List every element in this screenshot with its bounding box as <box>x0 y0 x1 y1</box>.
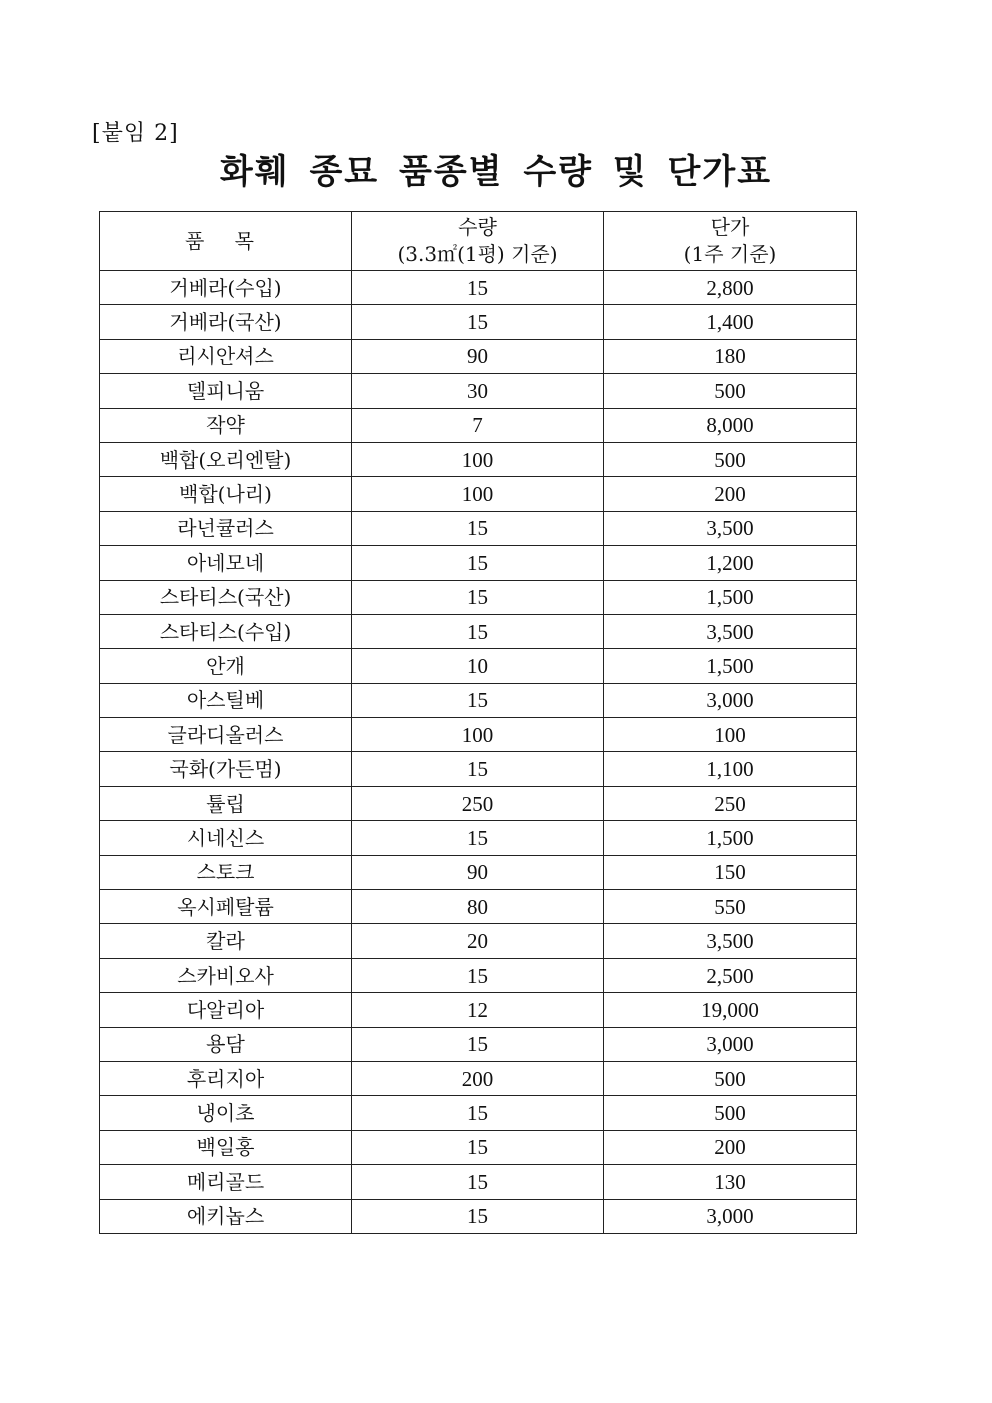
price-table <box>99 211 857 1234</box>
table-row <box>100 271 857 305</box>
item-cell: 용담 <box>100 1027 352 1061</box>
table-row <box>100 546 857 580</box>
header-item <box>100 212 352 271</box>
quantity-cell: 20 <box>352 924 604 958</box>
price-cell: 8,000 <box>604 408 857 442</box>
table-row <box>100 786 857 820</box>
price-cell: 150 <box>604 855 857 889</box>
price-cell: 1,500 <box>604 821 857 855</box>
item-cell: 글라디올러스 <box>100 718 352 752</box>
item-cell: 국화(가든멈) <box>100 752 352 786</box>
price-cell: 130 <box>604 1165 857 1199</box>
price-cell: 500 <box>604 442 857 476</box>
quantity-cell: 15 <box>352 1165 604 1199</box>
item-cell: 시네신스 <box>100 821 352 855</box>
quantity-cell: 100 <box>352 718 604 752</box>
price-cell: 3,500 <box>604 511 857 545</box>
item-cell: 스타티스(국산) <box>100 580 352 614</box>
header-price <box>604 212 857 271</box>
price-cell: 500 <box>604 374 857 408</box>
header-price-basis: (1주 기준) <box>683 242 777 266</box>
page-title: 화훼 종묘 품종별 수량 및 단가표 <box>219 152 773 192</box>
price-cell: 3,000 <box>604 683 857 717</box>
quantity-cell: 15 <box>352 580 604 614</box>
price-cell: 550 <box>604 890 857 924</box>
table-header <box>100 212 857 271</box>
quantity-cell: 15 <box>352 1130 604 1164</box>
item-cell: 라넌큘러스 <box>100 511 352 545</box>
price-cell: 500 <box>604 1061 857 1095</box>
table-row <box>100 614 857 648</box>
quantity-cell: 250 <box>352 786 604 820</box>
quantity-cell: 15 <box>352 752 604 786</box>
item-cell: 안개 <box>100 649 352 683</box>
item-cell: 다알리아 <box>100 993 352 1027</box>
quantity-cell: 15 <box>352 821 604 855</box>
table-row <box>100 1130 857 1164</box>
quantity-cell: 15 <box>352 958 604 992</box>
quantity-cell: 200 <box>352 1061 604 1095</box>
table-row <box>100 855 857 889</box>
item-cell: 냉이초 <box>100 1096 352 1130</box>
item-cell: 백합(나리) <box>100 477 352 511</box>
table-row <box>100 1061 857 1095</box>
item-cell: 거베라(국산) <box>100 305 352 339</box>
table-row <box>100 1165 857 1199</box>
table-row <box>100 752 857 786</box>
item-cell: 스타티스(수입) <box>100 614 352 648</box>
item-cell: 델피니움 <box>100 374 352 408</box>
price-cell: 1,400 <box>604 305 857 339</box>
item-cell: 옥시페탈륨 <box>100 890 352 924</box>
price-cell: 1,100 <box>604 752 857 786</box>
table-row <box>100 511 857 545</box>
table-row <box>100 477 857 511</box>
header-quantity <box>352 212 604 271</box>
table-row <box>100 1199 857 1233</box>
item-cell: 거베라(수입) <box>100 271 352 305</box>
table-row <box>100 649 857 683</box>
price-cell: 500 <box>604 1096 857 1130</box>
item-cell: 리시안셔스 <box>100 339 352 373</box>
table-row <box>100 408 857 442</box>
price-cell: 19,000 <box>604 993 857 1027</box>
price-cell: 2,800 <box>604 271 857 305</box>
item-cell: 칼라 <box>100 924 352 958</box>
quantity-cell: 90 <box>352 855 604 889</box>
price-cell: 3,500 <box>604 614 857 648</box>
quantity-cell: 15 <box>352 1199 604 1233</box>
quantity-cell: 100 <box>352 477 604 511</box>
table-row <box>100 958 857 992</box>
header-price-label: 단가 <box>710 215 750 239</box>
table-row <box>100 339 857 373</box>
header-quantity-label: 수량 <box>458 215 497 239</box>
table-row <box>100 1096 857 1130</box>
price-cell: 100 <box>604 718 857 752</box>
quantity-cell: 30 <box>352 374 604 408</box>
price-cell: 1,500 <box>604 580 857 614</box>
quantity-cell: 7 <box>352 408 604 442</box>
table-row <box>100 924 857 958</box>
quantity-cell: 90 <box>352 339 604 373</box>
table-row <box>100 305 857 339</box>
price-cell: 3,000 <box>604 1199 857 1233</box>
table-row <box>100 683 857 717</box>
quantity-cell: 100 <box>352 442 604 476</box>
item-cell: 스토크 <box>100 855 352 889</box>
item-cell: 백합(오리엔탈) <box>100 442 352 476</box>
quantity-cell: 15 <box>352 511 604 545</box>
item-cell: 백일홍 <box>100 1130 352 1164</box>
item-cell: 메리골드 <box>100 1165 352 1199</box>
item-cell: 아네모네 <box>100 546 352 580</box>
attachment-label: [붙임 2] <box>92 121 179 146</box>
item-cell: 아스틸베 <box>100 683 352 717</box>
table-row <box>100 374 857 408</box>
item-cell: 후리지아 <box>100 1061 352 1095</box>
item-cell: 튤립 <box>100 786 352 820</box>
header-row <box>100 212 857 271</box>
price-cell: 3,500 <box>604 924 857 958</box>
price-cell: 250 <box>604 786 857 820</box>
quantity-cell: 15 <box>352 1096 604 1130</box>
table-row <box>100 1027 857 1061</box>
quantity-cell: 15 <box>352 1027 604 1061</box>
header-item-label: 품 목 <box>185 228 266 253</box>
table-row <box>100 821 857 855</box>
item-cell: 작약 <box>100 408 352 442</box>
price-cell: 2,500 <box>604 958 857 992</box>
quantity-cell: 15 <box>352 546 604 580</box>
table-row <box>100 442 857 476</box>
table-row <box>100 890 857 924</box>
quantity-cell: 15 <box>352 271 604 305</box>
price-cell: 1,500 <box>604 649 857 683</box>
item-cell: 스카비오사 <box>100 958 352 992</box>
table-row <box>100 993 857 1027</box>
header-quantity-basis: (3.3㎡(1평) 기준) <box>397 242 558 266</box>
price-cell: 3,000 <box>604 1027 857 1061</box>
quantity-cell: 80 <box>352 890 604 924</box>
table-body <box>100 271 857 1234</box>
table-row <box>100 718 857 752</box>
quantity-cell: 15 <box>352 305 604 339</box>
price-cell: 200 <box>604 1130 857 1164</box>
quantity-cell: 15 <box>352 683 604 717</box>
price-cell: 200 <box>604 477 857 511</box>
quantity-cell: 15 <box>352 614 604 648</box>
table-row <box>100 580 857 614</box>
item-cell: 에키놉스 <box>100 1199 352 1233</box>
price-cell: 1,200 <box>604 546 857 580</box>
price-cell: 180 <box>604 339 857 373</box>
quantity-cell: 12 <box>352 993 604 1027</box>
quantity-cell: 10 <box>352 649 604 683</box>
